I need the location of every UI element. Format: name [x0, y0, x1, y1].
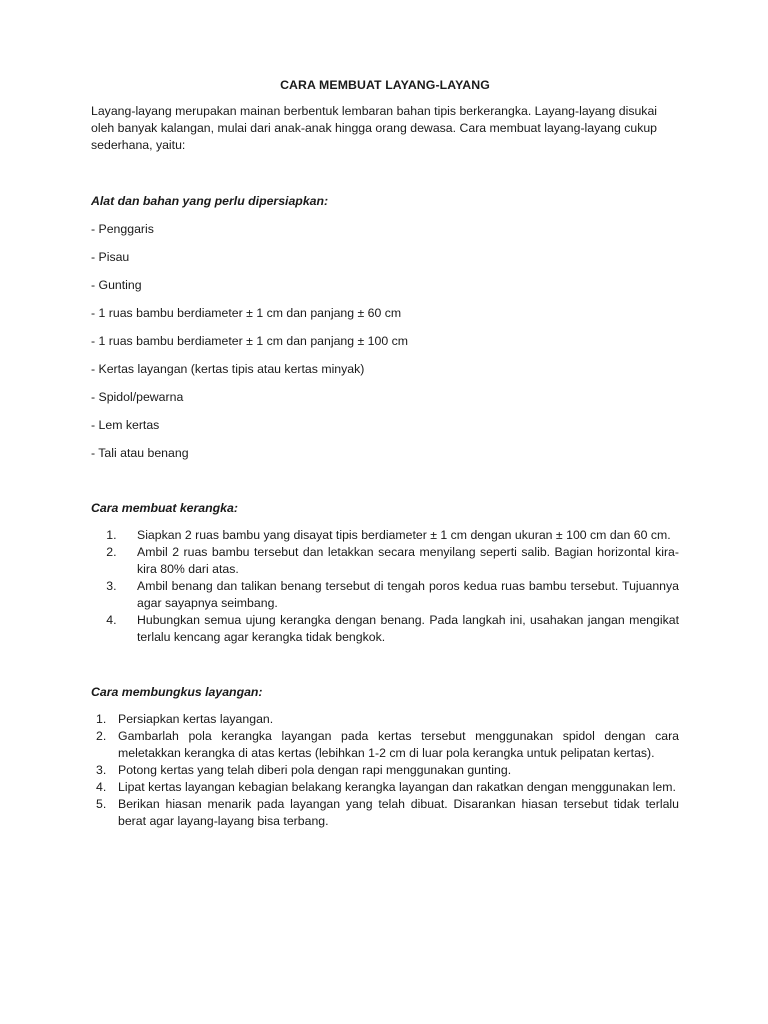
wrap-heading: Cara membungkus layangan:: [91, 685, 263, 699]
frame-step: [91, 578, 679, 612]
frame-steps-list: [91, 527, 679, 646]
tools-item: - Lem kertas: [91, 418, 160, 432]
tools-item: - Kertas layangan (kertas tipis atau kertas minyak): [91, 362, 365, 376]
tools-heading: Alat dan bahan yang perlu dipersiapkan:: [91, 194, 329, 208]
wrap-step: [91, 796, 679, 830]
wrap-step: [91, 762, 679, 779]
wrap-step-number: 4.: [96, 780, 107, 794]
tools-item: - Spidol/pewarna: [91, 390, 184, 404]
frame-step: [91, 612, 679, 646]
frame-step-number: 1.: [106, 528, 117, 542]
frame-step: [91, 544, 679, 578]
wrap-step: [91, 711, 679, 728]
wrap-step-number: 1.: [96, 712, 107, 726]
tools-item: - 1 ruas bambu berdiameter ± 1 cm dan panjang ± 100 cm: [91, 334, 408, 348]
tools-item: - 1 ruas bambu berdiameter ± 1 cm dan panjang ± 60 cm: [91, 306, 402, 320]
frame-step-text: Hubungkan semua ujung kerangka dengan benang. Pada langkah ini, usahakan jangan mengikat terlalu kencang agar kerangka tidak bengkok.: [137, 613, 679, 644]
wrap-step-text: Potong kertas yang telah diberi pola dengan rapi menggunakan gunting.: [118, 763, 512, 777]
wrap-step: [91, 728, 679, 762]
tools-item: - Tali atau benang: [91, 446, 189, 460]
frame-step: [91, 527, 679, 544]
wrap-step-text: Lipat kertas layangan kebagian belakang kerangka layangan dan rakatkan dengan menggunakan lem.: [118, 780, 676, 794]
wrap-step-text: Gambarlah pola kerangka layangan pada kertas tersebut menggunakan spidol dengan cara meletakkan kerangka di atas kertas (lebihkan 1-2 cm di luar pola kerangka untuk pelipatan kertas).: [118, 729, 679, 760]
frame-step-number: 4.: [106, 613, 117, 627]
frame-step-text: Ambil 2 ruas bambu tersebut dan letakkan secara menyilang seperti salib. Bagian horizontal kira-kira 80% dari atas.: [137, 545, 679, 576]
intro-paragraph: Layang-layang merupakan mainan berbentuk lembaran bahan tipis berkerangka. Layang-layang disukai oleh banyak kalangan, mulai dari anak-anak hingga orang dewasa. Cara membuat layang-layang cukup sederhana, yaitu:: [91, 104, 658, 152]
wrap-step-text: Berikan hiasan menarik pada layangan yang telah dibuat. Disarankan hiasan tersebut tidak terlalu berat agar layang-layang bisa terbang.: [118, 797, 679, 828]
frame-step-text: Siapkan 2 ruas bambu yang disayat tipis berdiameter ± 1 cm dengan ukuran ± 100 cm dan 60 cm.: [137, 528, 671, 542]
tools-item: - Penggaris: [91, 222, 154, 236]
tools-item: - Gunting: [91, 278, 142, 292]
wrap-steps-list: [91, 711, 679, 830]
wrap-step-number: 3.: [96, 763, 107, 777]
wrap-step-number: 2.: [96, 729, 107, 743]
document-content: [91, 77, 679, 830]
frame-step-number: 3.: [106, 579, 117, 593]
frame-step-number: 2.: [106, 545, 117, 559]
tools-item: - Pisau: [91, 250, 130, 264]
wrap-step-text: Persiapkan kertas layangan.: [118, 712, 274, 726]
wrap-step: [91, 779, 679, 796]
tools-list: [91, 221, 679, 462]
frame-heading: Cara membuat kerangka:: [91, 501, 238, 515]
document-title: CARA MEMBUAT LAYANG-LAYANG: [280, 78, 490, 92]
frame-step-text: Ambil benang dan talikan benang tersebut di tengah poros kedua ruas bambu tersebut. Tujuannya agar sayapnya seimbang.: [137, 579, 679, 610]
wrap-step-number: 5.: [96, 797, 107, 811]
